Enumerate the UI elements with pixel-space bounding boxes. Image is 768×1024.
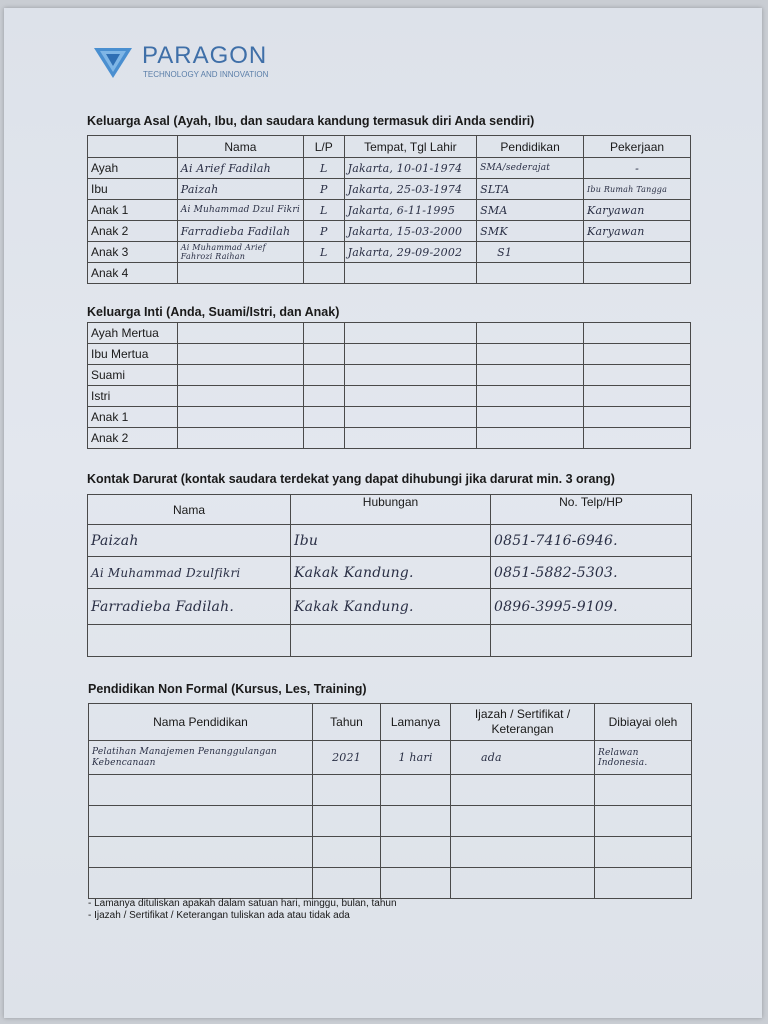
cell-tahun[interactable] xyxy=(313,837,381,868)
cell-tahun[interactable] xyxy=(313,806,381,837)
footnotes xyxy=(88,898,397,922)
cell-ttl[interactable] xyxy=(344,428,477,449)
cell-pendidikan[interactable] xyxy=(477,344,584,365)
cell-telp[interactable]: 0851-7416-6946. xyxy=(491,525,692,557)
cell-nama[interactable]: Paizah xyxy=(88,525,291,557)
cell-nama[interactable]: Paizah xyxy=(177,179,303,200)
table-row xyxy=(88,428,691,449)
table-row xyxy=(89,868,692,899)
cell-pekerjaan[interactable] xyxy=(584,263,691,284)
cell-hubungan[interactable]: Kakak Kandung. xyxy=(291,589,491,625)
row-label: Anak 2 xyxy=(88,221,178,242)
cell-telp[interactable]: 0896-3995-9109. xyxy=(491,589,692,625)
table-header-row xyxy=(88,495,692,525)
paragon-triangle-icon xyxy=(92,44,134,80)
header-cell: Hubungan xyxy=(291,495,491,525)
cell-nama[interactable]: Farradieba Fadilah. xyxy=(88,589,291,625)
cell-nama[interactable]: Ai Muhammad Arief Fahrozi Raihan xyxy=(177,242,303,263)
cell-nama[interactable] xyxy=(177,263,303,284)
cell-pendidikan[interactable]: SMK xyxy=(477,221,584,242)
cell-dibiayai[interactable] xyxy=(595,868,692,899)
header-cell: Dibiayai oleh xyxy=(595,704,692,741)
header-cell: L/P xyxy=(303,136,344,158)
cell-lamanya[interactable] xyxy=(381,775,451,806)
cell-nama[interactable]: Ai Muhammad Dzul Fikri xyxy=(177,200,303,221)
table-kontak-darurat xyxy=(87,494,692,657)
header-cell: Lamanya xyxy=(381,704,451,741)
cell-pekerjaan[interactable] xyxy=(584,365,691,386)
cell-pendidikan[interactable] xyxy=(477,263,584,284)
cell-ttl[interactable] xyxy=(344,323,477,344)
cell-lp[interactable]: P xyxy=(303,179,344,200)
table-keluarga-inti xyxy=(87,322,691,449)
header-cell: Pendidikan xyxy=(477,136,584,158)
cell-nama[interactable] xyxy=(177,386,303,407)
cell-pekerjaan[interactable]: Ibu Rumah Tangga xyxy=(584,179,691,200)
cell-ttl[interactable]: Jakarta, 29-09-2002 xyxy=(344,242,477,263)
cell-telp[interactable] xyxy=(491,625,692,657)
cell-pekerjaan[interactable] xyxy=(584,323,691,344)
row-label: Ayah Mertua xyxy=(88,323,178,344)
section-title-keluarga-inti: Keluarga Inti (Anda, Suami/Istri, dan Anak) xyxy=(87,305,340,319)
cell-ttl[interactable] xyxy=(344,263,477,284)
cell-ttl[interactable]: Jakarta, 15-03-2000 xyxy=(344,221,477,242)
cell-dibiayai[interactable] xyxy=(595,806,692,837)
table-row xyxy=(88,407,691,428)
table-row xyxy=(88,323,691,344)
cell-telp[interactable]: 0851-5882-5303. xyxy=(491,557,692,589)
table-keluarga-asal xyxy=(87,135,691,284)
cell-lp[interactable] xyxy=(303,428,344,449)
cell-pekerjaan[interactable]: Karyawan xyxy=(584,221,691,242)
header-cell: No. Telp/HP xyxy=(491,495,692,525)
section-title-kontak-darurat: Kontak Darurat (kontak saudara terdekat yang dapat dihubungi jika darurat min. 3 orang) xyxy=(87,472,615,486)
cell-pendidikan[interactable]: SMA/sederajat xyxy=(477,158,584,179)
table-row xyxy=(88,221,691,242)
cell-lp[interactable] xyxy=(303,344,344,365)
cell-nama[interactable]: Ai Arief Fadilah xyxy=(177,158,303,179)
logo-tagline: TECHNOLOGY AND INNOVATION xyxy=(143,70,269,79)
cell-lp[interactable]: L xyxy=(303,200,344,221)
cell-lp[interactable] xyxy=(303,365,344,386)
cell-ttl[interactable] xyxy=(344,407,477,428)
cell-pekerjaan[interactable]: - xyxy=(584,158,691,179)
cell-dibiayai[interactable] xyxy=(595,775,692,806)
table-row xyxy=(88,625,692,657)
row-label: Anak 1 xyxy=(88,407,178,428)
table-row xyxy=(88,386,691,407)
table-row xyxy=(88,200,691,221)
cell-hubungan[interactable]: Ibu xyxy=(291,525,491,557)
row-label: Istri xyxy=(88,386,178,407)
cell-dibiayai[interactable] xyxy=(595,837,692,868)
cell-pendidikan[interactable] xyxy=(477,386,584,407)
table-header-row xyxy=(89,704,692,741)
cell-lamanya[interactable] xyxy=(381,868,451,899)
table-row xyxy=(88,525,692,557)
cell-pekerjaan[interactable] xyxy=(584,407,691,428)
cell-nama[interactable] xyxy=(177,344,303,365)
cell-tahun[interactable] xyxy=(313,868,381,899)
cell-ijazah[interactable]: ada xyxy=(451,741,595,775)
cell-hubungan[interactable] xyxy=(291,625,491,657)
table-row xyxy=(88,263,691,284)
table-row xyxy=(89,837,692,868)
cell-nama[interactable]: Farradieba Fadilah xyxy=(177,221,303,242)
table-row xyxy=(89,775,692,806)
cell-lp[interactable] xyxy=(303,386,344,407)
cell-lp[interactable]: L xyxy=(303,158,344,179)
cell-lamanya[interactable] xyxy=(381,837,451,868)
cell-lamanya[interactable] xyxy=(381,806,451,837)
cell-pendidikan[interactable] xyxy=(477,428,584,449)
cell-hubungan[interactable]: Kakak Kandung. xyxy=(291,557,491,589)
cell-ttl[interactable]: Jakarta, 10-01-1974 xyxy=(344,158,477,179)
cell-nama[interactable] xyxy=(177,428,303,449)
cell-pekerjaan[interactable] xyxy=(584,386,691,407)
header-cell xyxy=(88,136,178,158)
cell-pendidikan[interactable]: SLTA xyxy=(477,179,584,200)
row-label: Anak 4 xyxy=(88,263,178,284)
table-row xyxy=(88,158,691,179)
cell-pekerjaan[interactable] xyxy=(584,242,691,263)
table-pendidikan-non-formal xyxy=(88,703,692,899)
cell-tahun[interactable]: 2021 xyxy=(313,741,381,775)
cell-ttl[interactable]: Jakarta, 25-03-1974 xyxy=(344,179,477,200)
header-cell: Nama Pendidikan xyxy=(89,704,313,741)
cell-pendidikan[interactable] xyxy=(477,365,584,386)
footnote-ijazah: - Ijazah / Sertifikat / Keterangan tuliskan ada atau tidak ada xyxy=(88,910,350,921)
header-cell: Nama xyxy=(177,136,303,158)
cell-lp[interactable] xyxy=(303,263,344,284)
footnote-lamanya: - Lamanya dituliskan apakah dalam satuan hari, minggu, bulan, tahun xyxy=(88,898,397,909)
table-header-row xyxy=(88,136,691,158)
header-cell: Tempat, Tgl Lahir xyxy=(344,136,477,158)
cell-lamanya[interactable]: 1 hari xyxy=(381,741,451,775)
cell-pekerjaan[interactable] xyxy=(584,344,691,365)
cell-nama-pendidikan[interactable] xyxy=(89,806,313,837)
table-row xyxy=(89,806,692,837)
table-row xyxy=(89,741,692,775)
cell-tahun[interactable] xyxy=(313,775,381,806)
logo-name: PARAGON xyxy=(142,42,268,69)
cell-pendidikan[interactable] xyxy=(477,323,584,344)
cell-lp[interactable]: L xyxy=(303,242,344,263)
section-title-keluarga-asal: Keluarga Asal (Ayah, Ibu, dan saudara kandung termasuk diri Anda sendiri) xyxy=(87,114,535,128)
table-row xyxy=(88,557,692,589)
cell-nama[interactable] xyxy=(88,625,291,657)
cell-ijazah[interactable] xyxy=(451,775,595,806)
header-cell: Nama xyxy=(88,495,291,525)
section-title-pendidikan-non-formal: Pendidikan Non Formal (Kursus, Les, Training) xyxy=(88,682,367,696)
cell-pendidikan[interactable]: S1 xyxy=(477,242,584,263)
header-cell: Pekerjaan xyxy=(584,136,691,158)
table-row xyxy=(88,589,692,625)
row-label: Anak 3 xyxy=(88,242,178,263)
cell-lp[interactable] xyxy=(303,407,344,428)
table-row xyxy=(88,179,691,200)
row-label: Ibu xyxy=(88,179,178,200)
header-cell: Tahun xyxy=(313,704,381,741)
row-label: Ayah xyxy=(88,158,178,179)
cell-ijazah[interactable] xyxy=(451,806,595,837)
cell-nama[interactable] xyxy=(177,323,303,344)
cell-nama[interactable]: Ai Muhammad Dzulfikri xyxy=(88,557,291,589)
cell-lp[interactable] xyxy=(303,323,344,344)
cell-pendidikan[interactable]: SMA xyxy=(477,200,584,221)
cell-nama[interactable] xyxy=(177,407,303,428)
cell-ijazah[interactable] xyxy=(451,868,595,899)
cell-nama-pendidikan[interactable] xyxy=(89,868,313,899)
row-label: Anak 2 xyxy=(88,428,178,449)
row-label: Ibu Mertua xyxy=(88,344,178,365)
table-row xyxy=(88,242,691,263)
cell-ttl[interactable] xyxy=(344,365,477,386)
row-label: Suami xyxy=(88,365,178,386)
cell-ttl[interactable] xyxy=(344,386,477,407)
cell-nama[interactable] xyxy=(177,365,303,386)
cell-ttl[interactable]: Jakarta, 6-11-1995 xyxy=(344,200,477,221)
cell-pendidikan[interactable] xyxy=(477,407,584,428)
cell-nama-pendidikan[interactable]: Pelatihan Manajemen Penanggulangan Kebencanaan xyxy=(89,741,313,775)
cell-nama-pendidikan[interactable] xyxy=(89,775,313,806)
table-row xyxy=(88,365,691,386)
row-label: Anak 1 xyxy=(88,200,178,221)
cell-pekerjaan[interactable] xyxy=(584,428,691,449)
cell-dibiayai[interactable]: Relawan Indonesia. xyxy=(595,741,692,775)
cell-ijazah[interactable] xyxy=(451,837,595,868)
cell-ttl[interactable] xyxy=(344,344,477,365)
cell-nama-pendidikan[interactable] xyxy=(89,837,313,868)
table-row xyxy=(88,344,691,365)
cell-pekerjaan[interactable]: Karyawan xyxy=(584,200,691,221)
cell-lp[interactable]: P xyxy=(303,221,344,242)
header-cell: Ijazah / Sertifikat / Keterangan xyxy=(451,704,595,741)
